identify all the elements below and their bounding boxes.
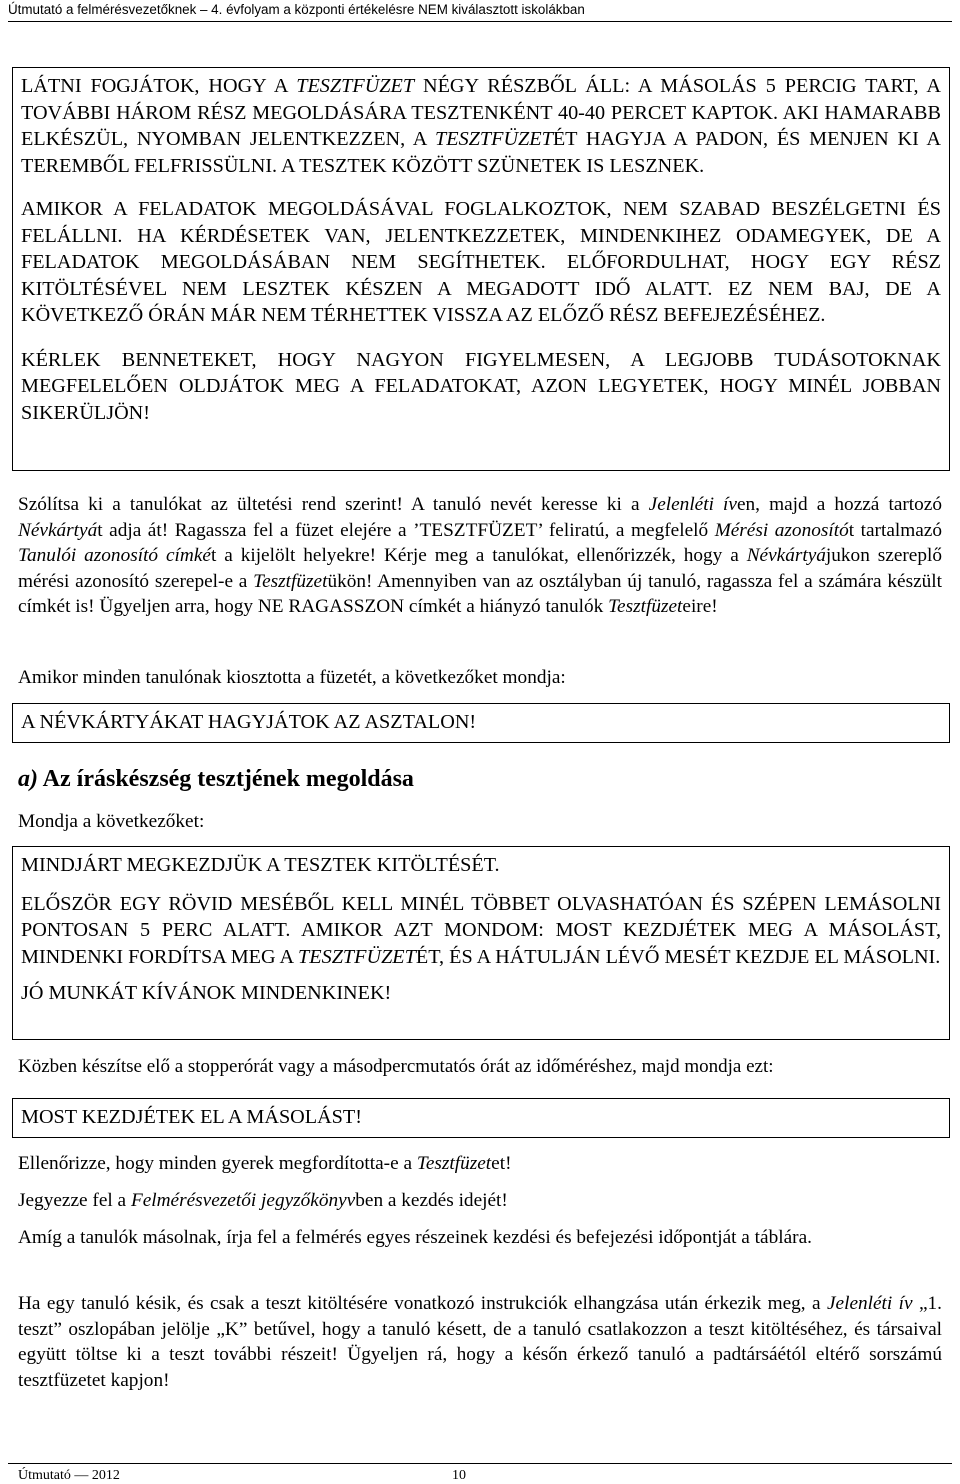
text-italic: Tesztfüzet xyxy=(253,570,328,592)
page-header xyxy=(8,0,952,22)
text: ÉT, ÉS A HÁTULJÁN LÉVŐ MESÉT KEZDJE EL MÁSOLNI. xyxy=(415,945,941,968)
instruction-late-student xyxy=(18,1291,942,1393)
text-italic: TESZTFÜZET xyxy=(435,128,553,150)
say-text-3: JÓ MUNKÁT KÍVÁNOK MINDENKINEK! xyxy=(21,982,392,1004)
instruction-record-time xyxy=(18,1188,942,1214)
text-italic: Tesztfüzet xyxy=(416,1153,492,1174)
instruction-check xyxy=(18,1151,942,1177)
instruction-seating xyxy=(18,492,942,620)
text: ÉT HAGYJA A PADON, ÉS MENJEN KI A TEREMBŐL FELFRISSÜLNI. A TESZTEK KÖZÖTT SZÜNETEK IS LESZNEK. xyxy=(21,128,941,177)
text-italic: Névkártyá xyxy=(746,545,826,566)
text: ben a kezdés idejét! xyxy=(355,1190,508,1211)
text-italic: Tanulói azonosító címké xyxy=(18,545,211,566)
text-italic: TESZTFÜZET xyxy=(298,945,416,968)
page-footer xyxy=(8,1463,952,1484)
say-text-2 xyxy=(21,891,941,971)
text-italic: Jelenléti ív xyxy=(826,1293,913,1314)
text: et! xyxy=(491,1153,512,1174)
text: ELŐSZÖR EGY RÖVID MESÉBŐL KELL MINÉL TÖBBET OLVASHATÓAN ÉS SZÉPEN LEMÁSOLNI PONTOSAN 5 PERC ALATT. AMIKOR AZT MONDOM: MOST KEZDJÉTEK MEG A MÁSOLÁST, MINDENKI FORDÍTSA MEG A xyxy=(21,892,941,968)
text: en, majd a hozzá tartozó xyxy=(736,494,942,515)
rules-paragraph-2: AMIKOR A FELADATOK MEGOLDÁSÁVAL FOGLALKOZTOK, NEM SZABAD BESZÉLGETNI ÉS FELÁLLNI. HA KÉRDÉSETEK VAN, JELENTKEZZETEK, MINDENKIHEZ ODAMEGYEK, DE A FELADATOK MEGOLDÁSÁBAN NEM SEGÍTHETEK. ELŐFORDULHAT, HOGY EGY RÉSZ KITÖLTÉSÉVEL NEM LESZTEK KÉSZEN A MEGADOTT IDŐ ALATT. EZ NEM BAJ, DE A KÖVETKEZŐ ÓRÁN MÁR NEM TÉRHETTEK VISSZA AZ ELŐZŐ RÉSZ BEFEJEZÉSÉHEZ. xyxy=(21,198,941,326)
say-text: MOST KEZDJÉTEK EL A MÁSOLÁST! xyxy=(21,1106,362,1128)
text-italic: Névkártyá xyxy=(18,519,98,541)
text: ükön! Amennyiben van az osztályban új tanuló, ragassza fel a számára készült címkét is! Ügyeljen arra, hogy NE RAGASSZON címkét a hiányzó tanulók xyxy=(18,570,942,617)
text: NÉGY RÉSZBŐL ÁLL: A MÁSOLÁS 5 PERCIG TART, A TOVÁBBI HÁROM RÉSZ MEGOLDÁSÁRA TESZTENKÉNT 40-40 PERCET KAPTOK. AKI HAMARABB ELKÉSZÜL, NYOMBAN JELENTKEZZEN, A xyxy=(21,75,941,150)
text: t a kijelölt helyekre! Kérje meg a tanulókat, ellenőrizzék, hogy a xyxy=(210,545,747,566)
text: t adja át! Ragassza fel a füzet elejére a ’TESZTFÜZET’ feliratú, a megfelelő xyxy=(97,519,715,541)
instruction-after-distribution: Amikor minden tanulónak kiosztotta a füzetét, a következőket mondja: xyxy=(18,667,566,688)
instruction-box-rules xyxy=(12,67,950,471)
text: eire! xyxy=(682,596,718,617)
text-italic: TESZTFÜZET xyxy=(296,75,415,97)
text: „1. teszt” oszlopában jelölje „K” betűvel, hogy a tanuló késett, de a tanuló csatlakozzon a teszt kitöltéséhez, és társaival együtt töltse ki a teszt további részeit! Ügyeljen rá, hogy a későn érkező tanuló a padtársáétól eltérő sorszámú tesztfüzetet kapjon! xyxy=(18,1293,942,1391)
text-italic: Jelenléti ív xyxy=(648,494,737,515)
text: Ellenőrizze, hogy minden gyerek megfordította-e a xyxy=(18,1153,417,1174)
text: t tartalmazó xyxy=(848,519,942,541)
say-text: A NÉVKÁRTYÁKAT HAGYJÁTOK AZ ASZTALON! xyxy=(21,711,477,733)
say-box-start xyxy=(12,1098,950,1138)
section-heading xyxy=(18,764,414,794)
text-italic: Tesztfüzet xyxy=(608,596,683,617)
rules-paragraph-1 xyxy=(21,73,941,179)
section-letter: a) xyxy=(18,766,38,792)
rules-paragraph-3: KÉRLEK BENNETEKET, HOGY NAGYON FIGYELMESEN, A LEGJOBB TUDÁSOTOKNAK MEGFELELŐEN OLDJÁTOK MEG A FELADATOKAT, AZON LEGYETEK, HOGY MINÉL JOBBAN SIKERÜLJÖN! xyxy=(21,348,941,424)
text: Szólítsa ki a tanulókat az ültetési rend szerint! A tanuló nevét keresse ki a xyxy=(18,494,649,515)
text: LÁTNI FOGJÁTOK, HOGY A xyxy=(21,75,297,97)
instruction-board: Amíg a tanulók másolnak, írja fel a felmérés egyes részeinek kezdési és befejezési időpontját a táblára. xyxy=(18,1227,812,1248)
say-box-copying xyxy=(12,846,950,1040)
text: Jegyezze fel a xyxy=(18,1190,131,1211)
text: Ha egy tanuló késik, és csak a teszt kitöltésére vonatkozó instrukciók elhangzása után érkezik meg, a xyxy=(18,1293,827,1314)
header-title: Útmutató a felmérésvezetőknek – 4. évfolyam a központi értékelésre NEM kiválasztott iskolákban xyxy=(8,2,585,17)
say-box-namecards xyxy=(12,703,950,743)
say-text-1: MINDJÁRT MEGKEZDJÜK A TESZTEK KITÖLTÉSÉT. xyxy=(21,854,500,876)
instruction-say: Mondja a következőket: xyxy=(18,811,205,832)
footer-label: Útmutató — 2012 xyxy=(18,1468,120,1483)
text-italic: Felmérésvezetői jegyzőkönyv xyxy=(130,1190,356,1211)
page-number: 10 xyxy=(452,1468,466,1483)
section-title: Az íráskészség tesztjének megoldása xyxy=(38,766,414,792)
text-italic: Mérési azonosító xyxy=(714,519,849,541)
instruction-stopwatch: Közben készítse elő a stopperórát vagy a másodpercmutatós órát az időméréshez, majd mondja ezt: xyxy=(18,1056,774,1077)
text: jukon szereplő mérési azonosító szerepel-e a xyxy=(18,545,942,592)
